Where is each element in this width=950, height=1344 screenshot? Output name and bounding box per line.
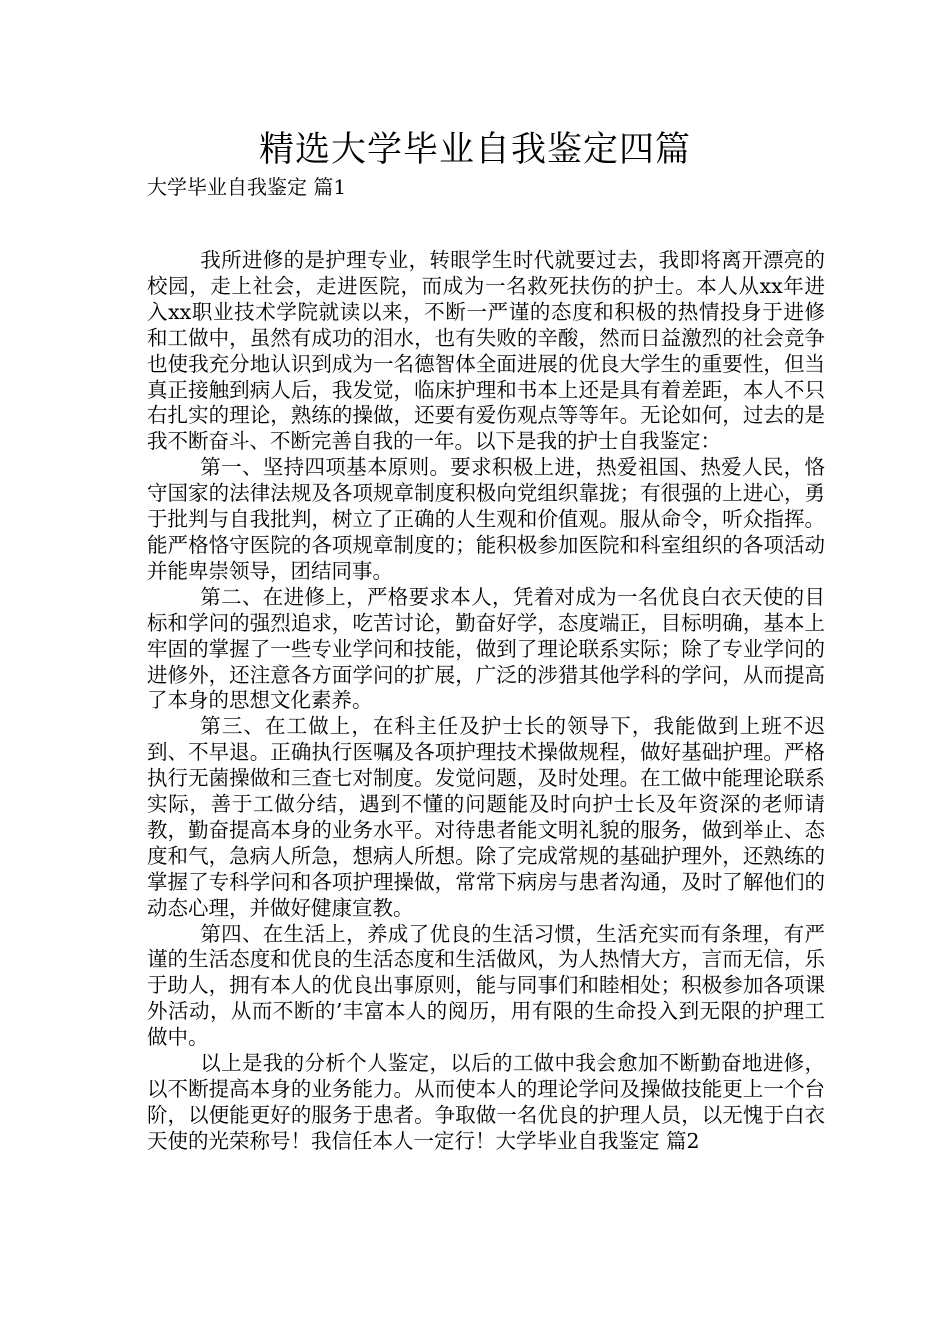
paragraph-fourth: 第四、在生活上，养成了优良的生活习惯，生活充实而有条理，有严谨的生活态度和优良的生活态度和生活做风，为人热情大方，言而无信，乐于助人，拥有本人的优良出事原则，能与同事们和睦相处；积极参加各项课外活动，从而不断的’丰富本人的阅历，用有限的生命投入到无限的护理工做中。: [147, 921, 825, 1050]
paragraph-third: 第三、在工做上，在科主任及护士长的领导下，我能做到上班不迟到、不早退。正确执行医嘱及各项护理技术操做规程，做好基础护理。严格执行无菌操做和三查七对制度。发觉问题，及时处理。在工做中能理论联系实际，善于工做分结，遇到不懂的问题能及时向护士长及年资深的老师请教，勤奋提高本身的业务水平。对待患者能文明礼貌的服务，做到举止、态度和气，急病人所急，想病人所想。除了完成常规的基础护理外，还熟练的掌握了专科学问和各项护理操做，常常下病房与患者沟通，及时了解他们的动态心理，并做好健康宣教。: [147, 714, 825, 920]
document-title: 精选大学毕业自我鉴定四篇: [258, 130, 691, 170]
paragraph-first: 第一、坚持四项基本原则。要求积极上进，热爱祖国、热爱人民，恪守国家的法律法规及各项规章制度积极向党组织靠拢；有很强的上进心，勇于批判与自我批判，树立了正确的人生观和价值观。服从命令，听众指挥。能严格恪守医院的各项规章制度的；能积极参加医院和科室组织的各项活动并能卑崇领导，团结同事。: [147, 455, 825, 583]
paragraph-second: 第二、在进修上，严格要求本人，凭着对成为一名优良白衣天使的目标和学问的强烈追求，吃苦讨论，勤奋好学，态度端正，目标明确，基本上牢固的掌握了一些专业学问和技能，做到了理论联系实际；除了专业学问的进修外，还注意各方面学问的扩展，广泛的涉猎其他学科的学问，从而提高了本身的思想文化素养。: [147, 584, 825, 713]
section-heading: 大学毕业自我鉴定 篇1: [147, 175, 347, 199]
next-section-heading: 大学毕业自我鉴定 篇2: [495, 1128, 700, 1153]
paragraph-closing: [147, 1051, 825, 1155]
paragraph-closing-text: 以上是我的分析个人鉴定，以后的工做中我会愈加不断勤奋地进修，以不断提高本身的业务能力。从而使本人的理论学问及操做技能更上一个台阶，以便能更好的服务于患者。争取做一名优良的护理人员，以无愧于白衣天使的光荣称号！我信任本人一定行！: [147, 1051, 825, 1153]
paragraph-intro: 我所进修的是护理专业，转眼学生时代就要过去，我即将离开漂亮的校园，走上社会，走进医院，而成为一名救死扶伤的护士。本人从xx年进入xx职业技术学院就读以来，不断一严谨的态度和积极的热情投身于进修和工做中，虽然有成功的泪水，也有失败的辛酸，然而日益激烈的社会竞争也使我充分地认识到成为一名德智体全面进展的优良大学生的重要性，但当真正接触到病人后，我发觉，临床护理和书本上还是具有着差距，本人不只右扎实的理论，熟练的操做，还要有爱伤观点等等年。无论如何，过去的是我不断奋斗、不断完善自我的一年。以下是我的护士自我鉴定：: [147, 248, 825, 454]
document-body: [147, 248, 825, 1155]
